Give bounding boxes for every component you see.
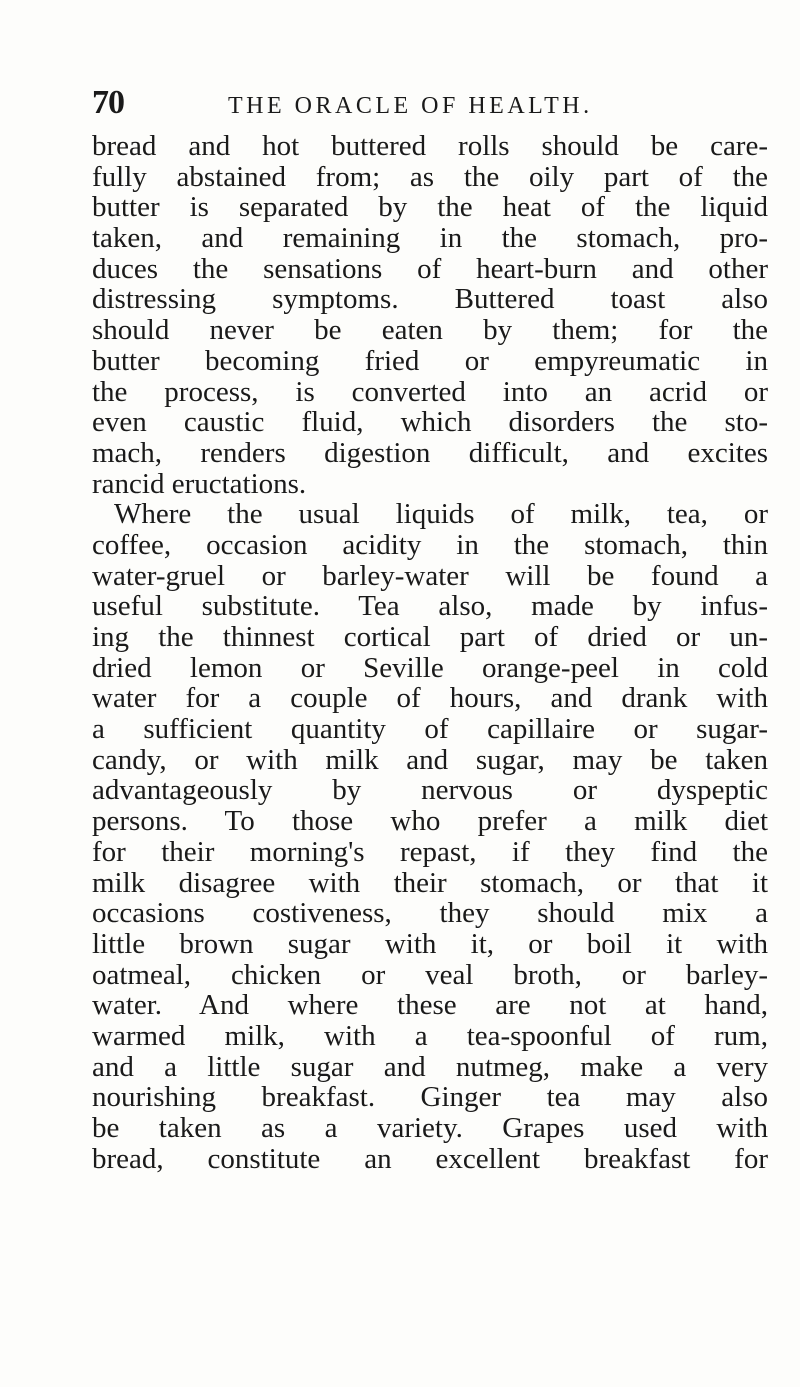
text-line: dried lemon or Seville orange-peel in cold [92, 651, 768, 684]
text-line: warmed milk, with a tea-spoonful of rum, [92, 1019, 768, 1052]
text-line: occasions costiveness, they should mix a [92, 897, 768, 930]
text-line: and a little sugar and nutmeg, make a very [92, 1050, 768, 1083]
text-line: should never be eaten by them; for the [92, 314, 768, 347]
text-line: mach, renders digestion difficult, and excites [92, 436, 768, 469]
text-line: the process, is converted into an acrid or [92, 375, 768, 408]
text-line: butter becoming fried or empyreumatic in [92, 344, 768, 377]
text-line: ing the thinnest cortical part of dried or un- [92, 621, 768, 653]
text-line: butter is separated by the heat of the liquid [92, 191, 768, 224]
text-line: persons. To those who prefer a milk diet [92, 805, 768, 838]
text-line: oatmeal, chicken or veal broth, or barley- [92, 958, 768, 991]
text-line: water-gruel or barley-water will be found a [92, 559, 768, 592]
text-line: taken, and remaining in the stomach, pro- [92, 222, 768, 255]
text-line: milk disagree with their stomach, or that it [92, 866, 768, 899]
text-line: candy, or with milk and sugar, may be taken [92, 743, 768, 776]
text-line: water. And where these are not at hand, [92, 989, 768, 1022]
text-line: nourishing breakfast. Ginger tea may also [92, 1081, 768, 1114]
page-number: 70 [92, 84, 124, 121]
text-line: bread and hot buttered rolls should be care- [92, 130, 768, 162]
text-line: Where the usual liquids of milk, tea, or [114, 498, 768, 531]
text-line: for their morning's repast, if they find the [92, 835, 768, 868]
text-line: water for a couple of hours, and drank with [92, 682, 768, 715]
text-line: advantageously by nervous or dyspeptic [92, 774, 768, 807]
text-line: useful substitute. Tea also, made by infus- [92, 590, 768, 623]
text-line: rancid eructations. [92, 467, 307, 500]
text-line: fully abstained from; as the oily part of the [92, 160, 768, 193]
body-text [92, 131, 768, 1174]
text-line: little brown sugar with it, or boil it with [92, 927, 768, 960]
text-line: duces the sensations of heart-burn and other [92, 252, 768, 285]
text-line: even caustic fluid, which disorders the sto- [92, 406, 768, 439]
page-header [92, 84, 772, 124]
text-line: a sufficient quantity of capillaire or sugar- [92, 713, 768, 746]
text-line: be taken as a variety. Grapes used with [92, 1112, 768, 1144]
running-title: THE ORACLE OF HEALTH. [228, 93, 593, 119]
text-line: distressing symptoms. Buttered toast also [92, 283, 768, 316]
text-line: bread, constitute an excellent breakfast for [92, 1142, 768, 1175]
text-line: coffee, occasion acidity in the stomach, thin [92, 528, 768, 561]
